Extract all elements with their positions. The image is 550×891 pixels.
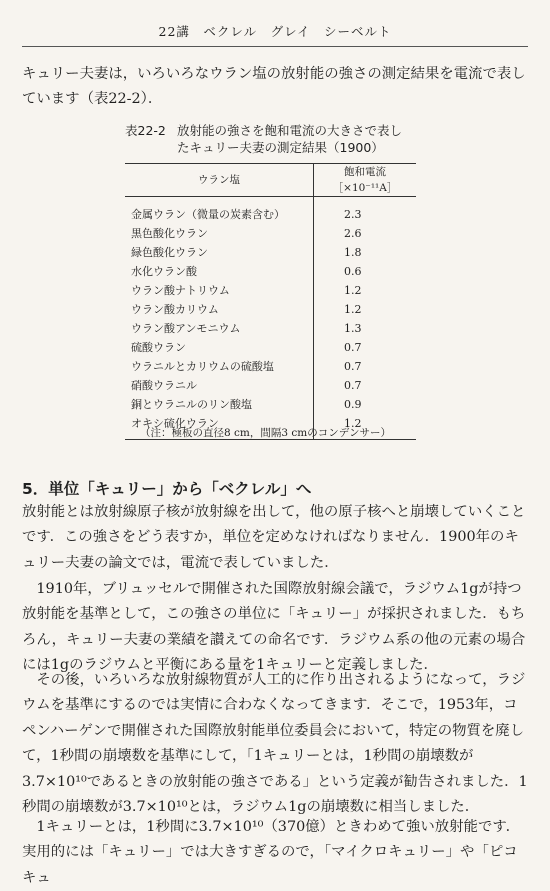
table-note: （注：極板の直径8 cm，間隔3 cmのコンデンサー） [140, 427, 391, 439]
data-table [125, 163, 416, 440]
intro-paragraph: キュリー夫妻は，いろいろなウラン塩の放射能の強さの測定結果を電流で表しています（表22-2）． [22, 66, 526, 108]
row-value: 1.3 [314, 319, 417, 338]
table-row [125, 262, 416, 281]
running-header: 22講 ベクレル グレイ シーベルト [158, 24, 392, 39]
paragraph-4: 1キュリーとは，1秒間に3.7×10¹⁰（370億）ときわめて強い放射能です．実用的には「キュリー」では大きすぎるので，「マイクロキュリー」や「ピコキュ [22, 819, 520, 886]
row-name: ウラン酸カリウム [131, 303, 219, 316]
row-name: 硫酸ウラン [131, 341, 186, 354]
table-row [125, 197, 416, 225]
caption-line-2: たキュリー夫妻の測定結果（1900） [177, 140, 384, 155]
table-row [125, 376, 416, 395]
paragraph-1: 放射能とは放射線原子核が放射線を出して，他の原子核へと崩壊していくことです．この強さをどう表すか，単位を定めなければなりません．1900年のキュリー夫妻の論文では，電流で表していました． [22, 504, 526, 571]
table-row [125, 281, 416, 300]
row-name: ウラニルとカリウムの硫酸塩 [131, 360, 274, 373]
row-name: 黒色酸化ウラン [131, 227, 208, 240]
paragraph-2: 1910年，ブリュッセルで開催された国際放射線会議で，ラジウム1gが持つ放射能を基準として，この強さの単位に「キュリー」が採択されました．もちろん，キュリー夫妻の業績を讃えての命名です．ラジウム系の他の元素の場合には1gのラジウムと平衡にある量を1キュリーと定義しました． [22, 581, 526, 674]
caption-line-1: 放射能の強さを飽和電流の大きさで表し [177, 123, 403, 138]
row-value: 0.9 [314, 395, 417, 414]
table-row [125, 357, 416, 376]
table-row [125, 224, 416, 243]
row-value: 0.6 [314, 262, 417, 281]
row-value: 2.6 [314, 224, 417, 243]
table-caption [125, 122, 425, 156]
row-value: 1.8 [314, 243, 417, 262]
section-heading: 5．単位「キュリー」から「ベクレル」へ [22, 480, 312, 498]
row-name: 緑色酸化ウラン [131, 246, 208, 259]
column-header-current-label: 飽和電流 [344, 166, 386, 178]
row-name: ウラン酸ナトリウム [131, 284, 230, 297]
table-row [125, 243, 416, 262]
table-row [125, 300, 416, 319]
table-row [125, 338, 416, 357]
column-header-current [314, 164, 417, 197]
row-name: 金属ウラン（微量の炭素含む） [131, 208, 285, 221]
header-rule [22, 46, 528, 47]
row-value: 1.2 [314, 300, 417, 319]
row-name: ウラン酸アンモニウム [131, 322, 241, 335]
paragraph-3: その後，いろいろな放射線物質が人工的に作り出されるようになって，ラジウムを基準にするのでは実情に合わなくなってきます．そこで，1953年，コペンハーゲンで開催された国際放射能単位委員会において，特定の物質を廃して，1秒間の崩壊数を基準にして，「1キュリーとは，1秒間の崩壊数が3.7×10¹⁰であるときの放射能の強さである」という定義が勧告されました．1秒間の崩壊数が3.7×10¹⁰とは，ラジウム1gの崩壊数に相当しました． [22, 672, 528, 816]
row-value: 0.7 [314, 376, 417, 395]
column-header-current-unit: ［×10⁻¹¹A］ [332, 182, 398, 194]
table-row [125, 319, 416, 338]
row-name: オキシ硫化ウラン [125, 414, 314, 440]
row-value: 0.7 [314, 338, 417, 357]
table-row [125, 395, 416, 414]
row-value: 1.2 [314, 281, 417, 300]
table-number: 表22-2 [125, 123, 166, 138]
row-value: 2.3 [314, 197, 417, 225]
row-name: 硝酸ウラニル [131, 379, 197, 392]
column-header-salt: ウラン塩 [125, 164, 314, 197]
row-value: 0.7 [314, 357, 417, 376]
row-value: 1.2 [314, 414, 417, 440]
row-name: 銅とウラニルのリン酸塩 [131, 398, 252, 411]
row-name: 水化ウラン酸 [131, 265, 197, 278]
